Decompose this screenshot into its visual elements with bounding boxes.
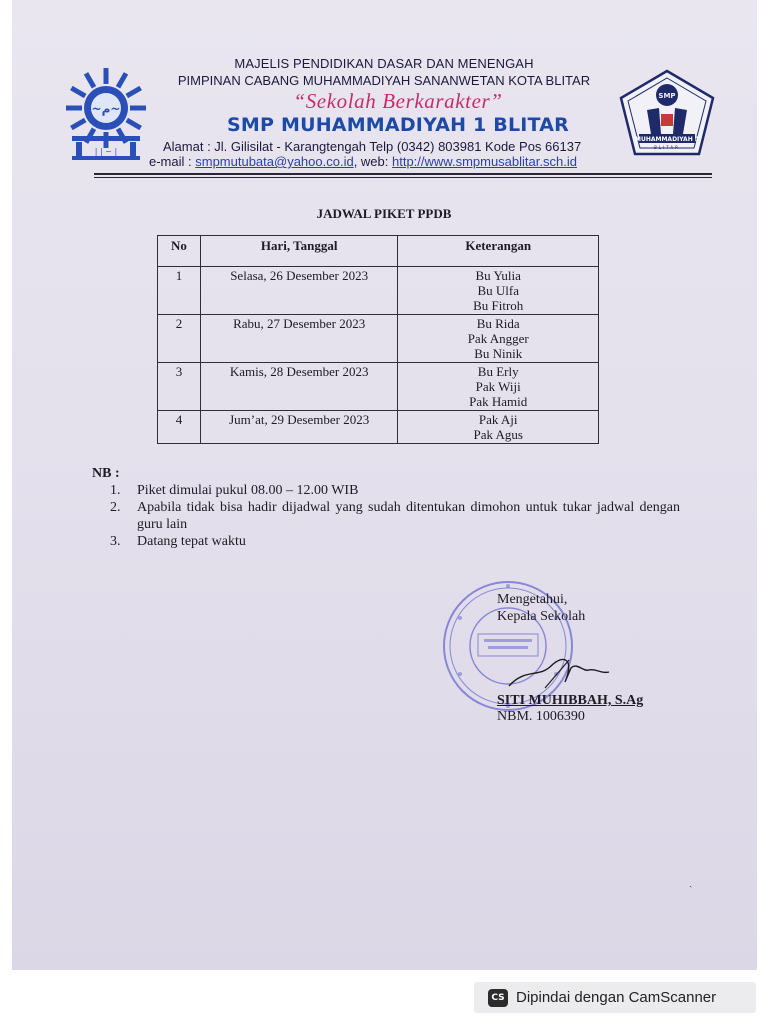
note-text: Apabila tidak bisa hadir dijadwal yang sudah ditentukan dimohon untuk tukar jadwal dengan guru lain bbox=[137, 500, 680, 532]
duty-officer-name: Pak Angger bbox=[467, 331, 529, 346]
nb-label: NB : bbox=[92, 466, 120, 481]
signer-role: Kepala Sekolah bbox=[497, 609, 586, 624]
table-row bbox=[158, 315, 599, 363]
note-text: Piket dimulai pukul 08.00 – 12.00 WIB bbox=[137, 483, 359, 498]
duty-officer-name: Pak Hamid bbox=[469, 394, 528, 409]
cell-no: 4 bbox=[158, 411, 201, 444]
table-row bbox=[158, 267, 599, 315]
document-title: JADWAL PIKET PPDB bbox=[316, 206, 452, 221]
cell-date: Jum’at, 29 Desember 2023 bbox=[200, 411, 398, 444]
duty-officer-name: Bu Ninik bbox=[474, 346, 523, 361]
org-line-1: MAJELIS PENDIDIKAN DASAR DAN MENENGAH bbox=[234, 56, 534, 71]
school-motto: “Sekolah Berkarakter” bbox=[293, 89, 503, 113]
duty-officer-name: Bu Yulia bbox=[475, 268, 521, 283]
cell-no: 1 bbox=[158, 267, 201, 315]
camscanner-watermark bbox=[474, 982, 756, 1013]
note-number: 3. bbox=[110, 534, 121, 549]
cell-no: 2 bbox=[158, 315, 201, 363]
website-link[interactable]: http://www.smpmusablitar.sch.id bbox=[391, 154, 577, 169]
cell-duty-officers bbox=[398, 363, 599, 411]
table-row bbox=[158, 411, 599, 444]
list-item bbox=[110, 482, 680, 499]
badge-banner-text: MUHAMMADIYAH 1 bbox=[634, 136, 700, 143]
web-label: , web: bbox=[353, 154, 392, 169]
cell-duty-officers bbox=[398, 411, 599, 444]
svg-text:| | ~ |: | | ~ | bbox=[94, 147, 118, 156]
note-number: 2. bbox=[110, 500, 121, 515]
cell-no: 3 bbox=[158, 363, 201, 411]
duty-officer-name: Pak Agus bbox=[473, 427, 523, 442]
note-text: Datang tepat waktu bbox=[137, 534, 246, 549]
cell-date: Selasa, 26 Desember 2023 bbox=[200, 267, 398, 315]
signature-scribble-icon bbox=[505, 648, 615, 698]
column-header-date: Hari, Tanggal bbox=[200, 236, 398, 267]
table-row bbox=[158, 363, 599, 411]
email-label: e-mail : bbox=[149, 154, 196, 169]
duty-officer-name: Bu Rida bbox=[476, 316, 520, 331]
letterhead-rule-thick bbox=[94, 173, 712, 175]
signer-name: SITI MUHIBBAH, S.Ag bbox=[497, 693, 644, 708]
svg-text:~م~: ~م~ bbox=[91, 102, 121, 116]
signer-nbm: NBM. 1006390 bbox=[497, 709, 585, 724]
note-number: 1. bbox=[110, 483, 121, 498]
letterhead-rule-thin bbox=[94, 177, 712, 178]
org-line-2: PIMPINAN CABANG MUHAMMADIYAH SANANWETAN KOTA BLITAR bbox=[177, 73, 591, 88]
watermark-text: Dipindai dengan CamScanner bbox=[516, 989, 717, 1006]
cell-duty-officers bbox=[398, 315, 599, 363]
duty-officer-name: Bu Fitroh bbox=[473, 298, 524, 313]
list-item bbox=[110, 499, 680, 533]
duty-roster-table bbox=[157, 235, 599, 444]
column-header-notes: Keterangan bbox=[398, 236, 599, 267]
acknowledged-label: Mengetahui, bbox=[497, 592, 568, 607]
camscanner-logo-icon: CS bbox=[488, 989, 508, 1007]
badge-top-text: SMP bbox=[658, 92, 676, 100]
cell-date: Kamis, 28 Desember 2023 bbox=[200, 363, 398, 411]
duty-officer-name: Pak Aji bbox=[478, 412, 518, 427]
school-address: Alamat : Jl. Gilisilat - Karangtengah Telp (0342) 803981 Kode Pos 66137 bbox=[163, 139, 582, 154]
list-item bbox=[110, 533, 680, 550]
cell-date: Rabu, 27 Desember 2023 bbox=[200, 315, 398, 363]
duty-officer-name: Bu Ulfa bbox=[477, 283, 519, 298]
cell-duty-officers bbox=[398, 267, 599, 315]
notes-list bbox=[110, 482, 680, 550]
email-link[interactable]: smpmutubata@yahoo.co.id bbox=[195, 154, 354, 169]
contact-line bbox=[149, 154, 577, 169]
duty-officer-name: Bu Erly bbox=[477, 364, 519, 379]
badge-bottom-text: BLITAR bbox=[654, 145, 680, 150]
duty-officer-name: Pak Wiji bbox=[475, 379, 521, 394]
school-name: SMP MUHAMMADIYAH 1 BLITAR bbox=[227, 114, 569, 136]
paper-speck: ˎ bbox=[689, 877, 693, 888]
column-header-no: No bbox=[158, 236, 201, 267]
table-header-row bbox=[158, 236, 599, 267]
